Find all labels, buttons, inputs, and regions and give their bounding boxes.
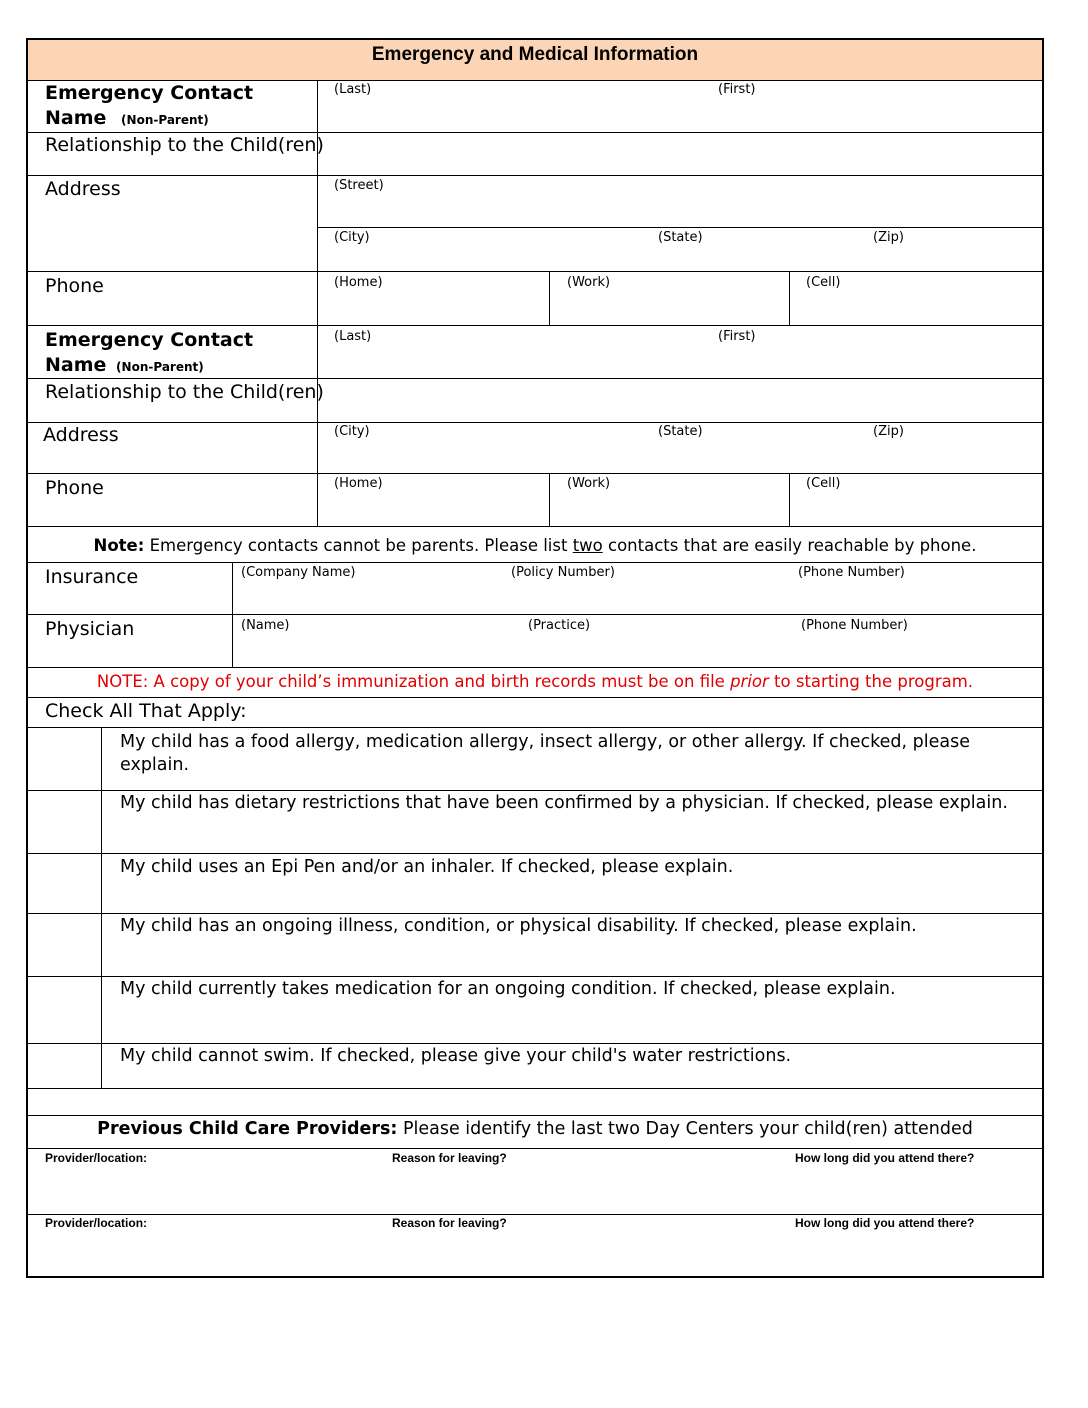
contact1-last-field[interactable]: (Last)	[334, 82, 372, 97]
contact2-zip-field[interactable]: (Zip)	[873, 424, 904, 439]
form-title: Emergency and Medical Information	[371, 44, 699, 65]
divider	[28, 614, 1042, 615]
checklist-item-swim: My child cannot swim. If checked, please give your child's water restrictions.	[120, 1046, 792, 1066]
note-text-after: contacts that are easily reachable by phone.	[602, 536, 977, 555]
insurance-policy-field[interactable]: (Policy Number)	[511, 565, 615, 580]
contact1-zip-field[interactable]: (Zip)	[873, 230, 904, 245]
contact2-relationship-label: Relationship to the Child(ren)	[45, 381, 324, 403]
divider	[28, 1115, 1042, 1116]
divider	[28, 473, 1042, 474]
provider2-reason-field[interactable]: Reason for leaving?	[392, 1216, 507, 1230]
checkbox-medication[interactable]	[52, 997, 74, 1019]
divider	[28, 1043, 1042, 1044]
provider1-duration-field[interactable]: How long did you attend there?	[795, 1151, 975, 1165]
records-note-before: NOTE: A copy of your child’s immunization and birth records must be on file	[96, 672, 731, 691]
checklist-item-allergy-line2: explain.	[120, 755, 190, 775]
column-divider	[789, 473, 790, 526]
divider	[28, 976, 1042, 977]
contact1-street-field[interactable]: (Street)	[334, 178, 384, 193]
column-divider	[789, 271, 790, 325]
divider	[28, 913, 1042, 914]
insurance-phone-field[interactable]: (Phone Number)	[798, 565, 905, 580]
insurance-company-field[interactable]: (Company Name)	[241, 565, 356, 580]
divider	[28, 80, 1042, 81]
contact1-name-word: Name	[45, 107, 107, 129]
contact2-home-phone-field[interactable]: (Home)	[334, 476, 383, 491]
contact2-cell-phone-field[interactable]: (Cell)	[806, 476, 841, 491]
divider	[28, 1214, 1042, 1215]
contact2-city-field[interactable]: (City)	[334, 424, 370, 439]
divider	[318, 227, 1042, 228]
checkbox-allergy[interactable]	[52, 746, 74, 768]
contact2-non-parent: (Non-Parent)	[116, 360, 204, 374]
provider1-location-field[interactable]: Provider/location:	[45, 1151, 148, 1165]
contact1-home-phone-field[interactable]: (Home)	[334, 275, 383, 290]
checklist-item-medication: My child currently takes medication for an ongoing condition. If checked, please explain.	[120, 979, 896, 999]
records-note-italic: prior	[730, 672, 769, 691]
contact2-phone-label: Phone	[45, 477, 104, 499]
contact2-work-phone-field[interactable]: (Work)	[567, 476, 611, 491]
divider	[28, 853, 1042, 854]
emergency-medical-form	[26, 38, 1044, 1278]
divider	[28, 325, 1042, 326]
contact1-cell-phone-field[interactable]: (Cell)	[806, 275, 841, 290]
contact1-non-parent: (Non-Parent)	[121, 113, 209, 127]
column-divider	[549, 473, 550, 526]
records-note	[28, 672, 1042, 691]
divider	[28, 422, 1042, 423]
checklist-item-allergy: My child has a food allergy, medication allergy, insect allergy, or other allergy. If checked, please	[120, 732, 971, 752]
physician-phone-field[interactable]: (Phone Number)	[801, 618, 908, 633]
contact2-name-word: Name	[45, 354, 107, 376]
divider	[28, 1088, 1042, 1089]
contact1-city-field[interactable]: (City)	[334, 230, 370, 245]
insurance-label: Insurance	[45, 566, 139, 588]
contact2-state-field[interactable]: (State)	[658, 424, 703, 439]
note-underlined: two	[572, 536, 603, 555]
form-header	[28, 40, 1042, 80]
contacts-note	[28, 536, 1042, 555]
physician-label: Physician	[45, 618, 135, 640]
contact1-address-label: Address	[45, 178, 121, 200]
checkbox-epi-pen[interactable]	[52, 871, 74, 893]
divider	[28, 526, 1042, 527]
physician-name-field[interactable]: (Name)	[241, 618, 290, 633]
providers-heading	[28, 1119, 1042, 1139]
note-bold: Note:	[93, 536, 145, 555]
contact1-name-label-line2	[45, 107, 209, 129]
contact2-name-label: Emergency Contact	[45, 329, 254, 351]
contact1-relationship-label: Relationship to the Child(ren)	[45, 134, 324, 156]
contact1-first-field[interactable]: (First)	[718, 82, 756, 97]
divider	[28, 175, 1042, 176]
note-text-before: Emergency contacts cannot be parents. Please list	[144, 536, 573, 555]
providers-text: Please identify the last two Day Centers your child(ren) attended	[397, 1119, 973, 1139]
contact1-phone-label: Phone	[45, 275, 104, 297]
checklist-item-epi-pen: My child uses an Epi Pen and/or an inhaler. If checked, please explain.	[120, 857, 734, 877]
divider	[28, 790, 1042, 791]
divider	[28, 667, 1042, 668]
provider2-location-field[interactable]: Provider/location:	[45, 1216, 148, 1230]
provider2-duration-field[interactable]: How long did you attend there?	[795, 1216, 975, 1230]
contact2-last-field[interactable]: (Last)	[334, 329, 372, 344]
checklist-item-dietary: My child has dietary restrictions that have been confirmed by a physician. If checked, please explain.	[120, 793, 1008, 813]
column-divider	[101, 727, 102, 1088]
checkbox-swim[interactable]	[52, 1054, 74, 1076]
provider1-reason-field[interactable]: Reason for leaving?	[392, 1151, 507, 1165]
contact1-name-label: Emergency Contact	[45, 82, 254, 104]
divider	[28, 562, 1042, 563]
checkbox-illness[interactable]	[52, 932, 74, 954]
checklist-heading: Check All That Apply:	[45, 700, 247, 722]
contact2-first-field[interactable]: (First)	[718, 329, 756, 344]
contact2-address-label: Address	[43, 424, 119, 446]
contact1-work-phone-field[interactable]: (Work)	[567, 275, 611, 290]
divider	[28, 727, 1042, 728]
checkbox-dietary[interactable]	[52, 810, 74, 832]
divider	[28, 1148, 1042, 1149]
checklist-item-illness: My child has an ongoing illness, condition, or physical disability. If checked, please explain.	[120, 916, 917, 936]
providers-bold: Previous Child Care Providers:	[97, 1119, 398, 1139]
column-divider	[232, 562, 233, 667]
divider	[28, 378, 1042, 379]
divider	[28, 132, 1042, 133]
column-divider	[549, 271, 550, 325]
divider	[28, 697, 1042, 698]
contact1-state-field[interactable]: (State)	[658, 230, 703, 245]
physician-practice-field[interactable]: (Practice)	[528, 618, 591, 633]
records-note-after: to starting the program.	[768, 672, 974, 691]
divider	[28, 271, 1042, 272]
contact2-name-label-line2	[45, 354, 204, 376]
